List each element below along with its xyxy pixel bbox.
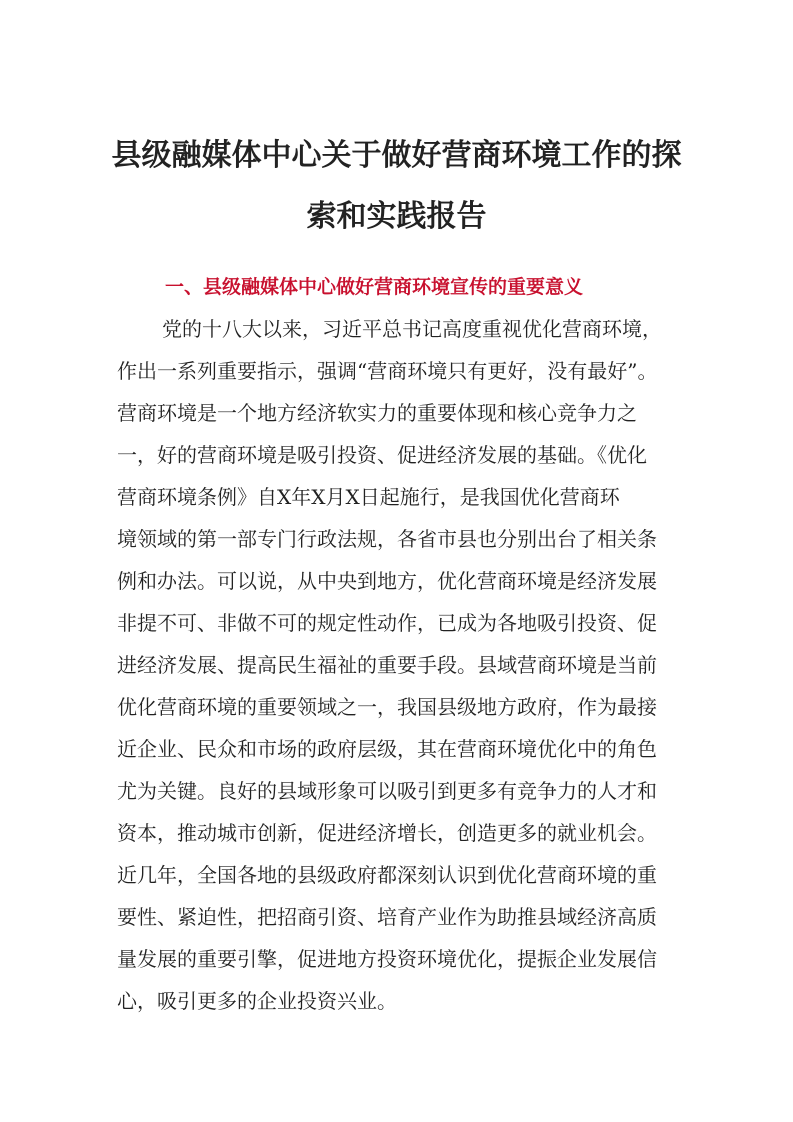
paragraph-line: 一，好的营商环境是吸引投资、促进经济发展的基础。《优化 bbox=[117, 443, 647, 467]
paragraph-line: 境领域的第一部专门行政法规，各省市县也分别出台了相关条 bbox=[117, 527, 657, 551]
paragraph-line: 量发展的重要引擎，促进地方投资环境优化，提振企业发展信 bbox=[117, 947, 657, 971]
paragraph-line: 尤为关键。良好的县域形象可以吸引到更多有竞争力的人才和 bbox=[117, 779, 657, 803]
paragraph-line: 党的十八大以来，习近平总书记高度重视优化营商环境， bbox=[162, 317, 662, 341]
document-title-line-1: 县级融媒体中心关于做好营商环境工作的探 bbox=[111, 138, 682, 173]
paragraph-line: 优化营商环境的重要领域之一，我国县级地方政府，作为最接 bbox=[117, 695, 657, 719]
paragraph-line: 非提不可、非做不可的规定性动作，已成为各地吸引投资、促 bbox=[117, 611, 657, 635]
paragraph-line: 例和办法。可以说，从中央到地方，优化营商环境是经济发展 bbox=[117, 569, 657, 593]
section-1-heading: 一、县级融媒体中心做好营商环境宣传的重要意义 bbox=[165, 276, 584, 298]
paragraph-line: 进经济发展、提高民生福祉的重要手段。县域营商环境是当前 bbox=[117, 653, 657, 677]
paragraph-line: 近几年，全国各地的县级政府都深刻认识到优化营商环境的重 bbox=[117, 863, 657, 887]
paragraph-line: 营商环境是一个地方经济软实力的重要体现和核心竞争力之 bbox=[117, 401, 637, 425]
paragraph-line: 资本，推动城市创新，促进经济增长，创造更多的就业机会。 bbox=[117, 821, 657, 845]
paragraph-line: 心，吸引更多的企业投资兴业。 bbox=[117, 989, 397, 1013]
document-title-line-2: 索和实践报告 bbox=[306, 199, 487, 234]
paragraph-line: 近企业、民众和市场的政府层级，其在营商环境优化中的角色 bbox=[117, 737, 657, 761]
paragraph-line: 要性、紧迫性，把招商引资、培育产业作为助推县域经济高质 bbox=[117, 905, 657, 929]
paragraph-line: 作出一系列重要指示，强调“营商环境只有更好，没有最好”。 bbox=[117, 359, 658, 383]
paragraph-line: 营商环境条例》自X年X月X日起施行，是我国优化营商环 bbox=[117, 485, 620, 509]
